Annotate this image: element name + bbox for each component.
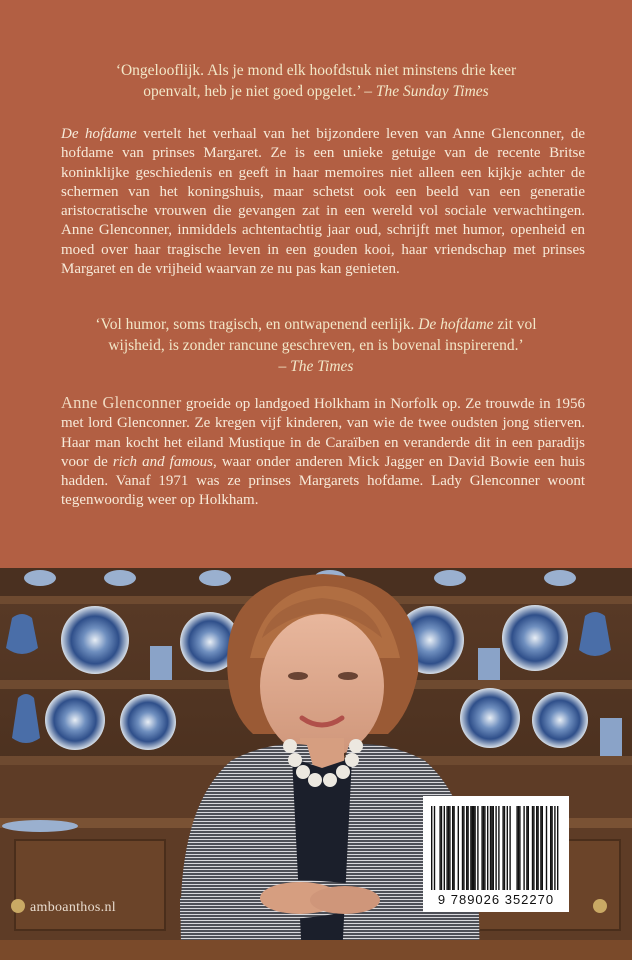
barcode-bar bbox=[536, 806, 537, 890]
quote-line bbox=[40, 314, 592, 335]
barcode-bar bbox=[481, 806, 482, 890]
barcode-bar bbox=[453, 806, 454, 890]
barcode-bar bbox=[448, 806, 449, 890]
barcode-bar bbox=[540, 806, 541, 890]
barcode-bar bbox=[495, 806, 496, 890]
barcode-bar bbox=[483, 806, 484, 890]
barcode-bar bbox=[546, 806, 547, 890]
book-title: De hofdame bbox=[61, 126, 137, 142]
barcode-bar bbox=[434, 806, 435, 890]
barcode-bar bbox=[474, 806, 475, 890]
barcode-bar bbox=[444, 806, 445, 890]
barcode-bar bbox=[557, 806, 558, 890]
barcode-bar bbox=[477, 806, 478, 890]
author-bio bbox=[61, 393, 585, 511]
barcode-bar bbox=[473, 806, 474, 890]
barcode-bar bbox=[463, 806, 464, 890]
barcode-bar bbox=[554, 806, 555, 890]
quote-source: The Sunday Times bbox=[375, 83, 489, 100]
barcode-bar bbox=[467, 806, 468, 890]
isbn-barcode bbox=[423, 796, 569, 912]
barcode-bar bbox=[452, 806, 453, 890]
quote-text: zit vol bbox=[493, 316, 537, 333]
barcode-bar bbox=[533, 806, 534, 890]
description-text: vertelt het verhaal van het bijzondere leven van Anne Glenconner, de hofdame van prinses Margaret. Ze is een unieke getuige van de recente Britse koninklijke geschiedenis en geeft in haar memoires niet alleen een kijkje achter de schermen van het koningshuis, maar schetst ook een beeld van een generatie aristocratische vrouwen die gevangen zat in een wereld vol sociale verwachtingen. Anne Glenconner, inmiddels achtentachtig jaar oud, schrijft met humor, openheid en moed over haar tragische leven in een gouden kooi, haar vriendschap met prinses Margaret en de vrijheid waarvan ze nu pas kan genieten. bbox=[61, 126, 585, 278]
barcode-bar bbox=[528, 806, 529, 890]
quote-source: – The Times bbox=[278, 358, 354, 375]
press-quote-times bbox=[40, 314, 592, 377]
quote-text: ‘Vol humor, soms tragisch, en ontwapenend eerlijk. bbox=[95, 316, 419, 333]
barcode-bar bbox=[431, 806, 432, 890]
bio-text: groeide op landgoed Holkham in Norfolk op. Ze trouwde in 1956 met lord Glenconner. Ze kregen vijf kinderen, van wie de twee oudsten jong stierven. Haar man kocht het eiland Mustique in de Caraïben en veranderde dit in een paradijs voor de bbox=[61, 396, 585, 470]
quote-line bbox=[40, 81, 592, 102]
barcode-bar bbox=[526, 806, 527, 890]
barcode-bar bbox=[439, 806, 440, 890]
book-description bbox=[61, 125, 585, 279]
barcode-bar bbox=[550, 806, 551, 890]
barcode-bar bbox=[537, 806, 538, 890]
barcode-bar bbox=[502, 806, 503, 890]
barcode-bar bbox=[484, 806, 485, 890]
barcode-bar bbox=[472, 806, 473, 890]
barcode-bar bbox=[509, 806, 510, 890]
press-quote-sunday-times bbox=[40, 60, 592, 102]
barcode-bar bbox=[470, 806, 471, 890]
publisher-website: amboanthos.nl bbox=[30, 900, 116, 915]
quote-text: openvalt, heb je niet goed opgelet.’ – bbox=[143, 83, 376, 100]
barcode-bar bbox=[466, 806, 467, 890]
book-title: De hofdame bbox=[418, 316, 494, 333]
barcode-bar bbox=[487, 806, 488, 890]
barcode-bar bbox=[523, 806, 524, 890]
isbn-number: 9 789026 352270 bbox=[437, 892, 555, 907]
author-name: Anne Glenconner bbox=[61, 393, 182, 412]
bio-text: , waar onder anderen Mick Jagger en David Bowie een huis hadden. Vanaf 1971 was ze prinses Margarets hofdame. Lady Glenconner woont tegenwoordig weer op Holkham. bbox=[61, 453, 586, 509]
barcode-bar bbox=[542, 806, 543, 890]
barcode-bar bbox=[491, 806, 492, 890]
bio-italic: rich and famous bbox=[112, 453, 214, 470]
barcode-bar bbox=[507, 806, 508, 890]
barcode-bar bbox=[516, 806, 517, 890]
barcode-bar bbox=[441, 806, 442, 890]
barcode-bar bbox=[493, 806, 494, 890]
barcode-bar bbox=[551, 806, 552, 890]
barcode-bar bbox=[446, 806, 447, 890]
barcode-bar bbox=[518, 806, 519, 890]
barcode-bar bbox=[519, 806, 520, 890]
barcode-bar bbox=[458, 806, 459, 890]
barcode-bar bbox=[490, 806, 491, 890]
barcode-bar bbox=[462, 806, 463, 890]
barcode-bar bbox=[498, 806, 499, 890]
quote-line: wijsheid, is zonder rancune geschreven, en is bovenal inspirerend.’ bbox=[108, 337, 524, 354]
barcode-bars bbox=[423, 796, 569, 892]
barcode-bar bbox=[449, 806, 450, 890]
barcode-bar bbox=[504, 806, 505, 890]
quote-line: ‘Ongelooflijk. Als je mond elk hoofdstuk niet minstens drie keer bbox=[115, 62, 517, 79]
barcode-bar bbox=[532, 806, 533, 890]
